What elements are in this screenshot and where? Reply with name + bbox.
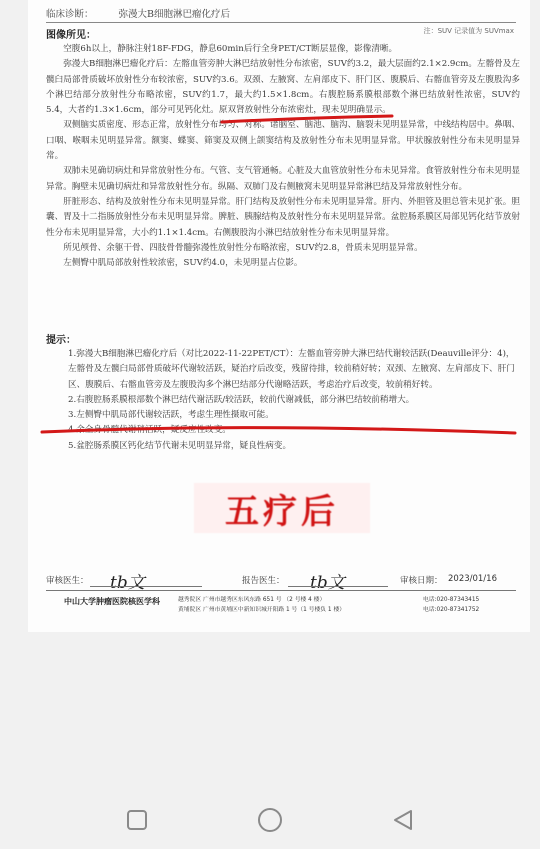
footer-divider	[46, 590, 516, 591]
back-icon	[391, 808, 415, 832]
findings-paragraph: 所见颅骨、余躯干骨、四肢骨骨髓弥漫性放射性分布略浓密，SUV约2.8，骨质未见明显异常。	[63, 242, 423, 253]
handwritten-stamp: 五疗后	[194, 483, 370, 533]
diagnosis-label: 临床诊断：	[46, 9, 94, 20]
home-icon	[257, 807, 283, 833]
reporter-label: 报告医生：	[242, 576, 285, 586]
home-button[interactable]	[250, 800, 290, 840]
reviewer-signature: tb文	[110, 573, 145, 593]
recent-apps-icon	[126, 809, 148, 831]
reviewer-sign-line	[90, 586, 202, 587]
phone-yuexiu: 电话:020-87343415	[423, 597, 480, 603]
suv-note: 注：SUV 记录值为 SUVmax	[423, 27, 514, 35]
header-divider	[46, 22, 516, 23]
tips-title: 提示：	[46, 335, 76, 346]
tip-item: 5.盆腔肠系膜区钙化结节代谢未见明显异常，疑良性病变。	[68, 440, 292, 451]
findings-paragraph: 肝脏形态、结构及放射性分布未见明显异常。肝门结构及放射性分布未见明显异常。肝内、外胆管及胆总管未见扩张。胆囊、胃及十二指肠放射性分布未见明显异常。脾脏、胰腺结构及放射性分布未见明显异常。盆腔肠系膜区局部见钙化结节放射性分布未见明显异常，大小约1.1×1.4cm。右侧腹股沟小淋巴结放射性分布未见明显异常。	[46, 196, 520, 238]
date-label: 审核日期：	[400, 576, 443, 586]
back-button[interactable]	[383, 800, 423, 840]
address-yuexiu: 越秀院区 广州市越秀区东风东路 651 号 （2 号楼 4 楼）	[178, 597, 326, 603]
review-date: 2023/01/16	[448, 574, 497, 584]
findings-body	[46, 42, 520, 271]
reporter-signature: tb文	[310, 573, 345, 593]
phone-huangpu: 电话:020-87341752	[423, 607, 480, 613]
clinical-diagnosis	[46, 6, 230, 20]
hospital-name: 中山大学肿瘤医院核医学科	[64, 597, 160, 606]
findings-paragraph: 空腹6h以上，静脉注射18F-FDG，静息60min后行全身PET/CT断层显像，影像清晰。	[63, 44, 398, 54]
findings-paragraph: 双肺未见确切病灶和异常放射性分布。气管、支气管通畅。心脏及大血管放射性分布未见异常。食管放射性分布未见明显异常。胸壁未见确切病灶和异常放射性分布。纵隔、双肺门及右侧腋窝未见明显异常淋巴结及异常放射性分布。	[46, 166, 520, 192]
tips-body	[68, 347, 520, 454]
tip-item: 4.余全身骨髓代谢稍活跃，疑反应性改变。	[68, 425, 231, 436]
findings-title: 图像所见：	[46, 30, 96, 41]
recent-apps-button[interactable]	[117, 800, 157, 840]
address-huangpu: 黄埔院区 广州市黄埔区中新知识城开阳路 1 号（1 号楼负 1 楼）	[178, 607, 346, 613]
reviewer-label: 审核医生：	[46, 576, 89, 586]
tip-item: 2.右腹腔肠系膜根部数个淋巴结代谢活跃/较活跃，较前代谢减低，部分淋巴结较前稍增大。	[68, 394, 415, 405]
report-page	[28, 0, 530, 632]
findings-paragraph: 弥漫大B细胞淋巴瘤化疗后：左髂血管旁肿大淋巴结放射性分布浓密，SUV约3.2，最大层面约2.1×2.9cm。左髂骨及左髋臼局部骨质破坏放射性分布较浓密，SUV约3.6。双颈、左腋窝、左肩部皮下、肝门区、腹膜后、右髂血管旁及左腹股沟多个淋巴结部分放射性分布略浓密，SUV约1.7，最大约1.5×1.8cm。右腹腔肠系膜根部数个淋巴结放射性浓密，SUV约5.4，大者约1.3×1.6cm，部分可见钙化灶。原双肾放射性分布浓密灶，现未见明确显示。	[46, 59, 520, 116]
tip-item: 3.左侧臀中肌局部代谢较活跃，考虑生理性摄取可能。	[68, 410, 274, 421]
system-nav-bar	[0, 791, 540, 849]
findings-paragraph: 双侧脑实质密度、形态正常，放射性分布均匀、对称。诸脑室、脑池、脑沟、脑裂未见明显异常，中线结构居中。鼻咽、口咽、喉咽未见明显异常。额窦、蝶窦、筛窦及双侧上颌窦结构及放射性分布未见明显异常。甲状腺放射性分布未见明显异常。	[46, 120, 520, 162]
tip-item: 1.弥漫大B细胞淋巴瘤化疗后（对比2022-11-22PET/CT）：左髂血管旁肿大淋巴结代谢较活跃(Deauville评分：4)，左髂骨及左髋臼局部骨质破坏代谢较活跃，疑治疗后改变，残留待排，较前稍好转；双颈、左腋窝、左肩部皮下、肝门区、腹膜后、右髂血管旁及左腹股沟多个淋巴结部分代谢略活跃，考虑治疗后改变，较前稍好转。	[68, 349, 515, 390]
findings-paragraph: 左侧臀中肌局部放射性较浓密，SUV约4.0，未见明显占位影。	[63, 258, 303, 269]
reporter-sign-line	[288, 586, 388, 587]
diagnosis-value: 弥漫大B细胞淋巴瘤化疗后	[118, 9, 231, 20]
